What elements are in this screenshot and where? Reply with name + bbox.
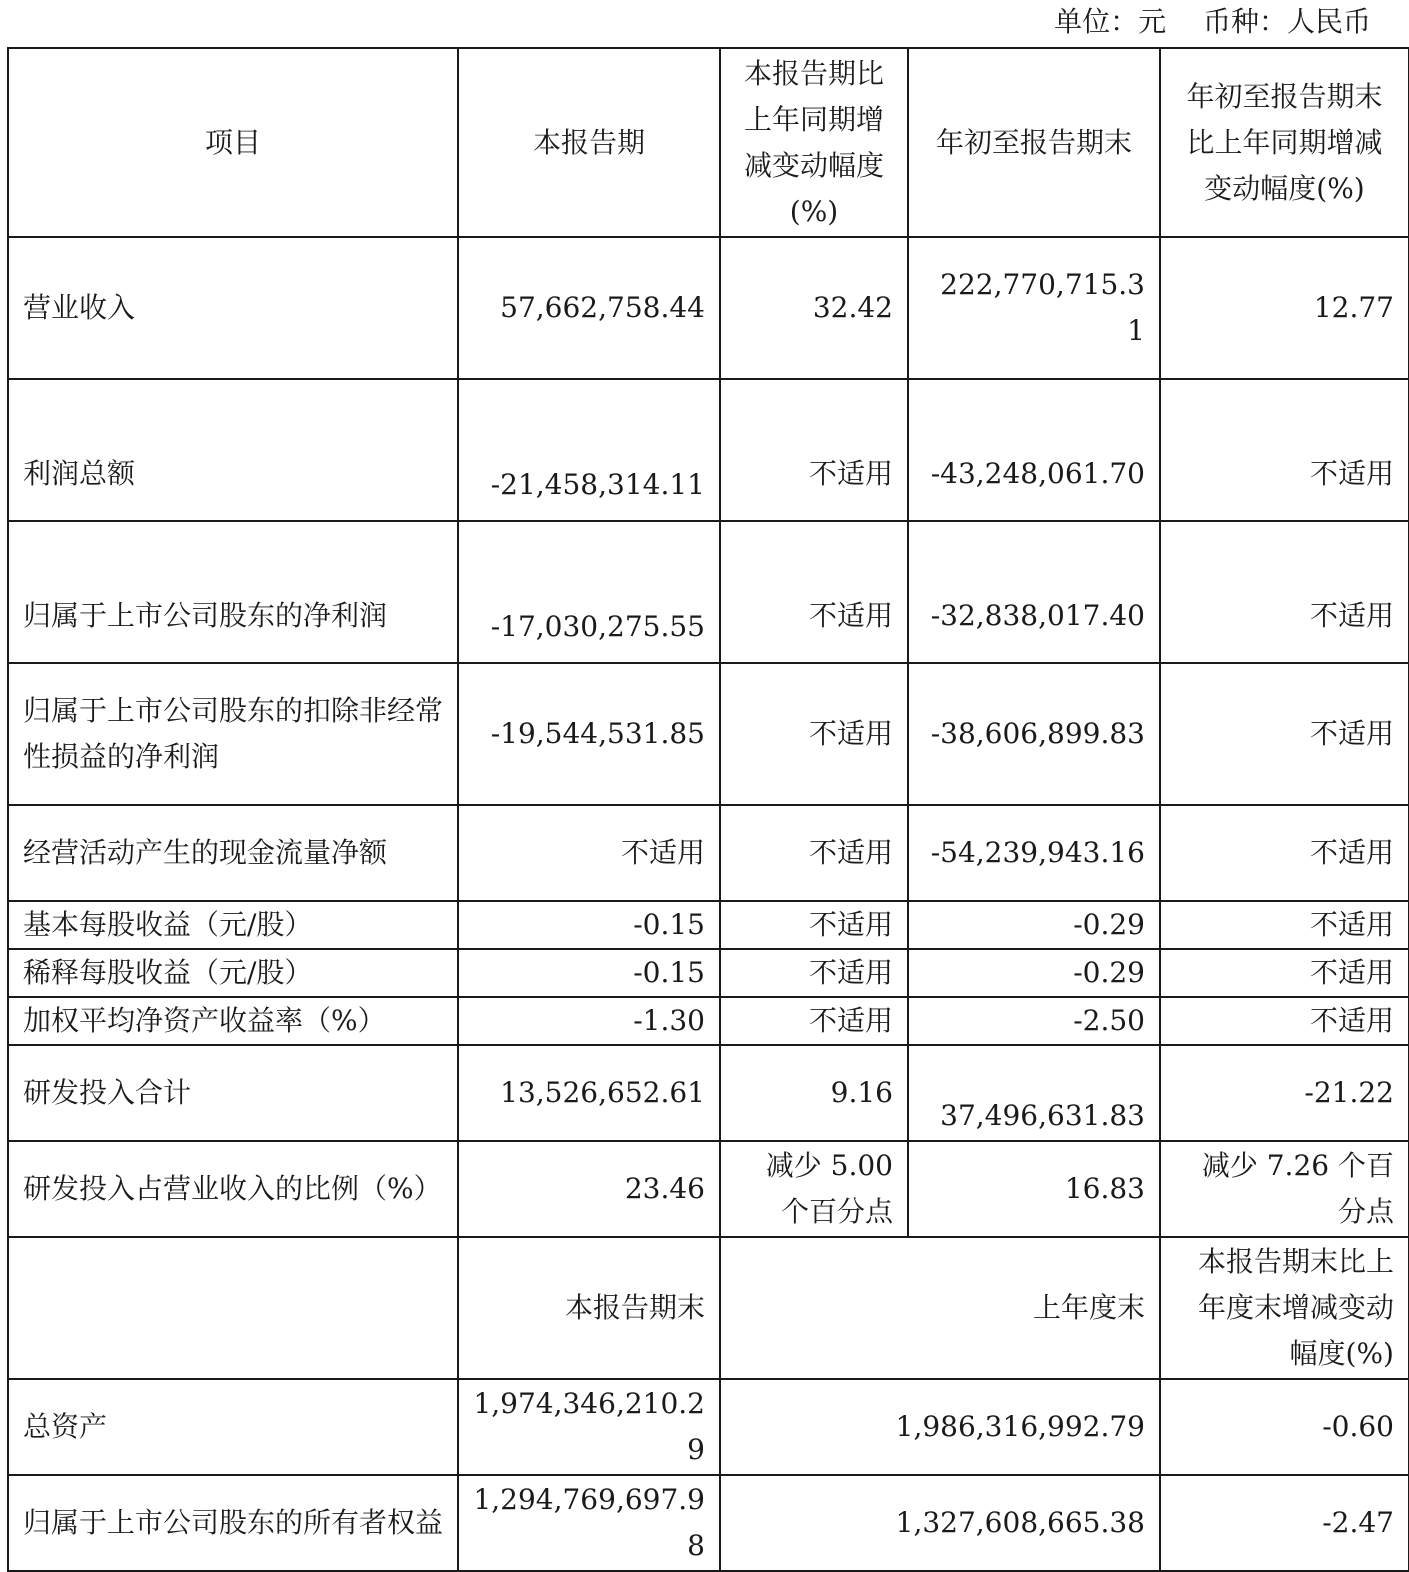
year-to-date-change: -21.22 (1160, 1045, 1409, 1141)
table-row (8, 379, 1409, 521)
year-to-date-value: -43,248,061.70 (908, 379, 1160, 521)
current-period-value: -21,458,314.11 (458, 379, 720, 521)
row-label: 总资产 (8, 1379, 458, 1475)
header-current-period: 本报告期 (458, 48, 720, 237)
current-period-value: 不适用 (458, 805, 720, 901)
period-end-value: 1,974,346,210.29 (458, 1379, 720, 1475)
current-period-change: 32.42 (720, 237, 908, 379)
year-to-date-value: 16.83 (908, 1141, 1160, 1237)
year-to-date-value: -54,239,943.16 (908, 805, 1160, 901)
period-end-value: 1,294,769,697.98 (458, 1475, 720, 1571)
row-label: 经营活动产生的现金流量净额 (8, 805, 458, 901)
current-period-value: 13,526,652.61 (458, 1045, 720, 1141)
year-to-date-value: -38,606,899.83 (908, 663, 1160, 805)
row-label: 加权平均净资产收益率（%） (8, 997, 458, 1045)
current-period-value: -17,030,275.55 (458, 521, 720, 663)
current-period-value: 23.46 (458, 1141, 720, 1237)
header-period-end: 本报告期末 (458, 1237, 720, 1379)
year-to-date-value: 37,496,631.83 (908, 1045, 1160, 1141)
current-period-change: 不适用 (720, 521, 908, 663)
table-row (8, 997, 1409, 1045)
current-period-change: 9.16 (720, 1045, 908, 1141)
year-to-date-value: -0.29 (908, 949, 1160, 997)
current-period-value: 57,662,758.44 (458, 237, 720, 379)
header-year-to-date: 年初至报告期末 (908, 48, 1160, 237)
year-to-date-change: 12.77 (1160, 237, 1409, 379)
unit-currency-note: 单位：元 币种：人民币 (1054, 5, 1371, 38)
table-header-row (8, 48, 1409, 237)
year-to-date-change: 不适用 (1160, 997, 1409, 1045)
balance-header-row (8, 1237, 1409, 1379)
header-year-to-date-change: 年初至报告期末比上年同期增减变动幅度(%) (1160, 48, 1409, 237)
header-current-period-change: 本报告期比上年同期增减变动幅度(%) (720, 48, 908, 237)
row-label: 归属于上市公司股东的净利润 (8, 521, 458, 663)
table-row (8, 1045, 1409, 1141)
row-label: 稀释每股收益（元/股） (8, 949, 458, 997)
header-period-end-change: 本报告期末比上年度末增减变动幅度(%) (1160, 1237, 1409, 1379)
current-period-change: 不适用 (720, 901, 908, 949)
row-label: 归属于上市公司股东的扣除非经常性损益的净利润 (8, 663, 458, 805)
current-period-change: 不适用 (720, 663, 908, 805)
current-period-value: -1.30 (458, 997, 720, 1045)
current-period-change: 不适用 (720, 997, 908, 1045)
current-period-change: 不适用 (720, 805, 908, 901)
year-to-date-change: 不适用 (1160, 521, 1409, 663)
prior-year-end-value: 1,327,608,665.38 (720, 1475, 1160, 1571)
current-period-change: 不适用 (720, 379, 908, 521)
table-row (8, 1475, 1409, 1571)
table-row (8, 663, 1409, 805)
current-period-value: -0.15 (458, 901, 720, 949)
year-to-date-value: -2.50 (908, 997, 1160, 1045)
table-row (8, 1141, 1409, 1237)
current-period-value: -0.15 (458, 949, 720, 997)
table-row (8, 805, 1409, 901)
period-end-change: -0.60 (1160, 1379, 1409, 1475)
table-row (8, 237, 1409, 379)
year-to-date-change: 减少 7.26 个百分点 (1160, 1141, 1409, 1237)
year-to-date-value: -0.29 (908, 901, 1160, 949)
prior-year-end-value: 1,986,316,992.79 (720, 1379, 1160, 1475)
row-label: 基本每股收益（元/股） (8, 901, 458, 949)
year-to-date-value: -32,838,017.40 (908, 521, 1160, 663)
financial-data-table (7, 47, 1409, 1572)
header-item: 项目 (8, 48, 458, 237)
row-label: 归属于上市公司股东的所有者权益 (8, 1475, 458, 1571)
row-label: 营业收入 (8, 237, 458, 379)
current-period-change: 不适用 (720, 949, 908, 997)
row-label: 研发投入占营业收入的比例（%） (8, 1141, 458, 1237)
header-prior-year-end: 上年度末 (720, 1237, 1160, 1379)
table-row (8, 521, 1409, 663)
table-row (8, 901, 1409, 949)
row-label: 研发投入合计 (8, 1045, 458, 1141)
year-to-date-change: 不适用 (1160, 901, 1409, 949)
row-label: 利润总额 (8, 379, 458, 521)
balance-header-blank (8, 1237, 458, 1379)
current-period-change: 减少 5.00 个百分点 (720, 1141, 908, 1237)
year-to-date-value: 222,770,715.31 (908, 237, 1160, 379)
year-to-date-change: 不适用 (1160, 663, 1409, 805)
current-period-value: -19,544,531.85 (458, 663, 720, 805)
period-end-change: -2.47 (1160, 1475, 1409, 1571)
table-row (8, 1379, 1409, 1475)
table-row (8, 949, 1409, 997)
year-to-date-change: 不适用 (1160, 805, 1409, 901)
year-to-date-change: 不适用 (1160, 379, 1409, 521)
year-to-date-change: 不适用 (1160, 949, 1409, 997)
